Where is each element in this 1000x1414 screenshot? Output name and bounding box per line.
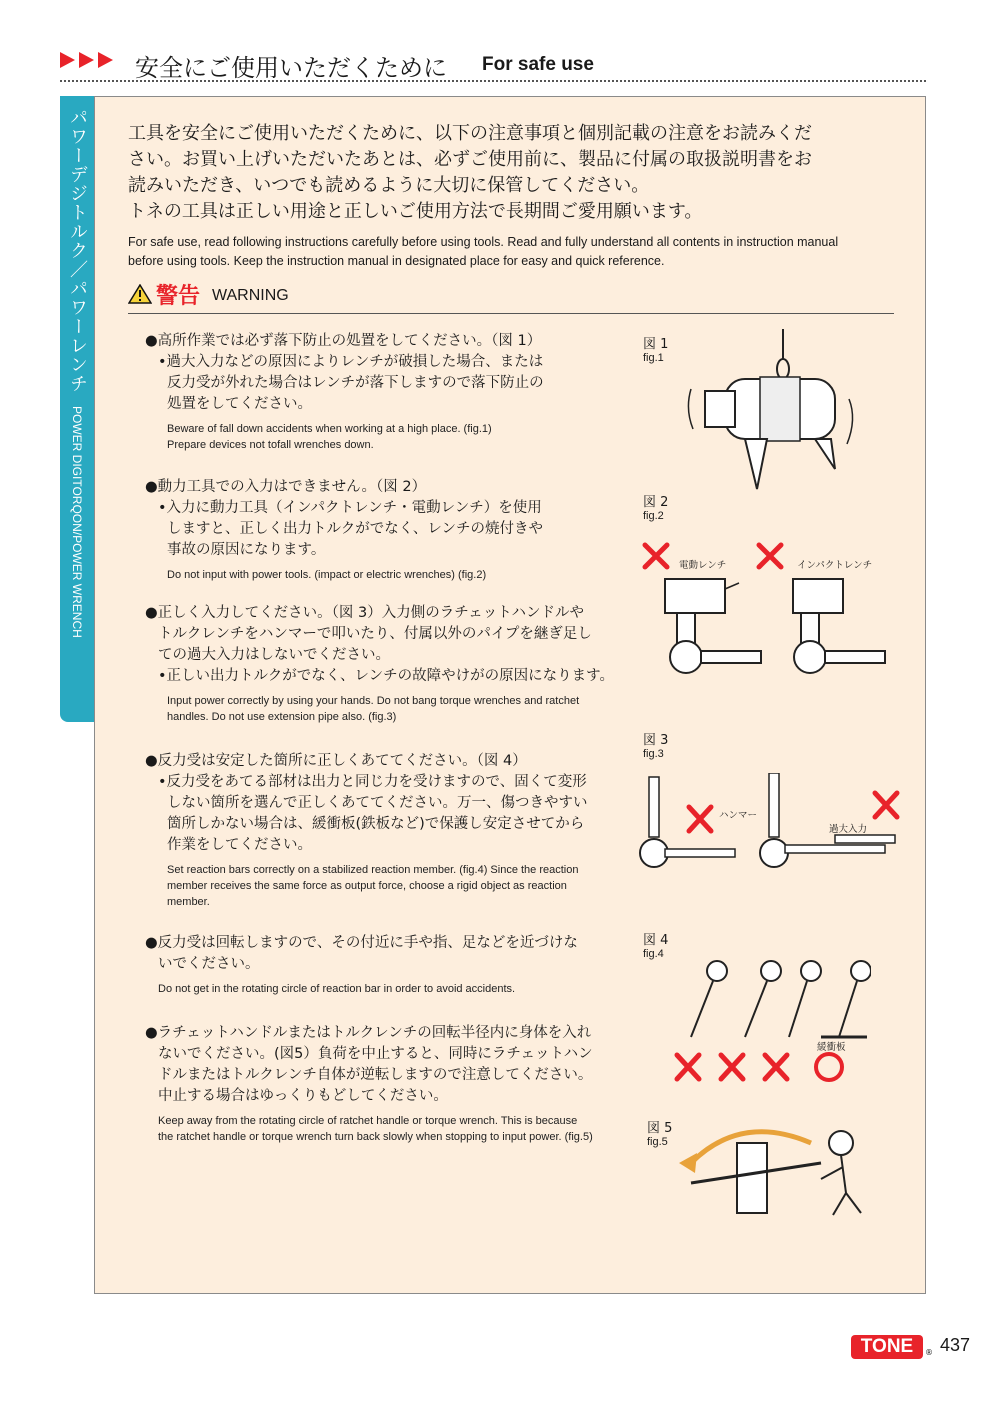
intro-section (128, 121, 908, 271)
warning-item-3: ●正しく入力してください。（図 3）入力側のラチェットハンドルや トルクレンチをハンマーで叩いたり、付属以外のパイプを継ぎ足し ての過大入力はしないでください。 •正しい出力トルクがでなく、レンチの故障やけがの原因になります。 Input power correctly by using your hands. Do not bang torque wrenches and ratchet handles. Do not use extension pipe also. (fig.3) (145, 605, 614, 723)
figure-5-caption: 図 5 fig.5 (647, 1121, 673, 1148)
content-panel (94, 96, 926, 1294)
figure-4-caption: 図 4 fig.4 (643, 933, 669, 960)
dotted-divider (60, 80, 926, 82)
triple-arrow-icon (60, 52, 113, 68)
warning-item-2: ●動力工具での入力はできません。（図 2） •入力に動力工具（インパクトレンチ・電動レンチ）を使用 しますと、正しく出力トルクがでなく、レンチの焼付きや 事故の原因になります。 Do not input with power tools. (impact or electric wrenches) (fig.2) (145, 479, 544, 581)
page-title-jp: 安全にご使用いただくために (135, 54, 447, 82)
warning-item-6: ●ラチェットハンドルまたはトルクレンチの回転半径内に身体を入れ ないでください。(図5）負荷を中止すると、同時にラチェットハン ドルまたはトルクレンチ自体が逆転しますので注意してください。 中止する場合はゆっくりもどしてください。 Keep away from the rotating circle of ratchet handle or torque wrench. This is because the ratchet handle or torque wrench turn back slowly when stopping to input power. (fig.5) (145, 1025, 593, 1143)
warning-heading (128, 281, 894, 314)
warning-triangle-icon (128, 284, 152, 304)
tone-logo: TONE (851, 1335, 923, 1359)
side-category-tab (60, 96, 94, 722)
figure-3-caption: 図 3 fig.3 (643, 733, 669, 760)
intro-text-en: For safe use, read following instructions carefully before using tools. Read and fully understand all contents in instruction manual before using tools. Keep the instruction manual in designated place for easy and quick reference. (128, 235, 839, 268)
page-number: 437 (940, 1335, 971, 1355)
power-wrench-hanging-illustration (685, 329, 865, 499)
label-buffer-plate: 緩衝板 (817, 1042, 846, 1053)
figure-2-caption: 図 2 fig.2 (643, 495, 669, 522)
label-electric-wrench: 電動レンチ (679, 560, 727, 571)
side-tab-label-en: POWER DIGITORQON/POWER WRENCH (70, 406, 84, 638)
warning-item-4: ●反力受は安定した箇所に正しくあててください。（図 4） •反力受をあてる部材は出力と同じ力を受けますので、固くて変形 しない箇所を選んで正しくあててください。万一、傷つきやすい 箇所しかない場合は、緩衝板(鉄板など)で保護し安定させてから 作業をしてください。 Set reaction bars correctly on a stabilized reaction member. (fig.4) Since the reaction member receives the same force as output force, choose a rigid object as reaction member. (145, 753, 588, 908)
warning-item-1: ●高所作業では必ず落下防止の処置をしてください。（図 1） •過大入力などの原因によりレンチが破損した場合、または 反力受が外れた場合はレンチが落下しますので落下防止の 処置をしてください。 Beware of fall down accidents when working at a high place. (fig.1) Prepare devices not tofall wrenches down. (145, 333, 544, 451)
label-impact-wrench: インパクトレンチ (797, 560, 873, 571)
hammer-and-overload-prohibited-illustration (639, 773, 909, 883)
label-excessive-input: 過大入力 (829, 824, 868, 835)
warning-label-jp: 警告 (156, 284, 201, 309)
registered-mark: ® (925, 1348, 933, 1357)
figure-1-caption: 図 1 fig.1 (643, 337, 669, 364)
warning-item-5: ●反力受は回転しますので、その付近に手や指、足などを近づけな いでください。 Do not get in the rotating circle of reaction bar in order to avoid accidents. (145, 935, 578, 995)
page-header (60, 48, 926, 82)
warning-label-en: WARNING (212, 287, 289, 304)
intro-text-jp: 工具を安全にご使用いただくために、以下の注意事項と個別記載の注意をお読みくだ さい。お買い上げいただいたあとは、必ずご使用前に、製品に付属の取扱説明書をお 読みいただき、いつでも読めるように大切に保管してください。 トネの工具は正しい用途と正しいご使用方法で長期間ご愛用願います。 (128, 123, 812, 222)
label-hammer: ハンマー (719, 810, 758, 821)
side-tab-label-jp: パワーデジトルク／パワーレンチ (67, 108, 88, 393)
reaction-bar-placement-illustration (671, 957, 871, 1087)
page-title-en: For safe use (482, 54, 594, 75)
rotating-handle-danger-illustration (671, 1123, 891, 1227)
